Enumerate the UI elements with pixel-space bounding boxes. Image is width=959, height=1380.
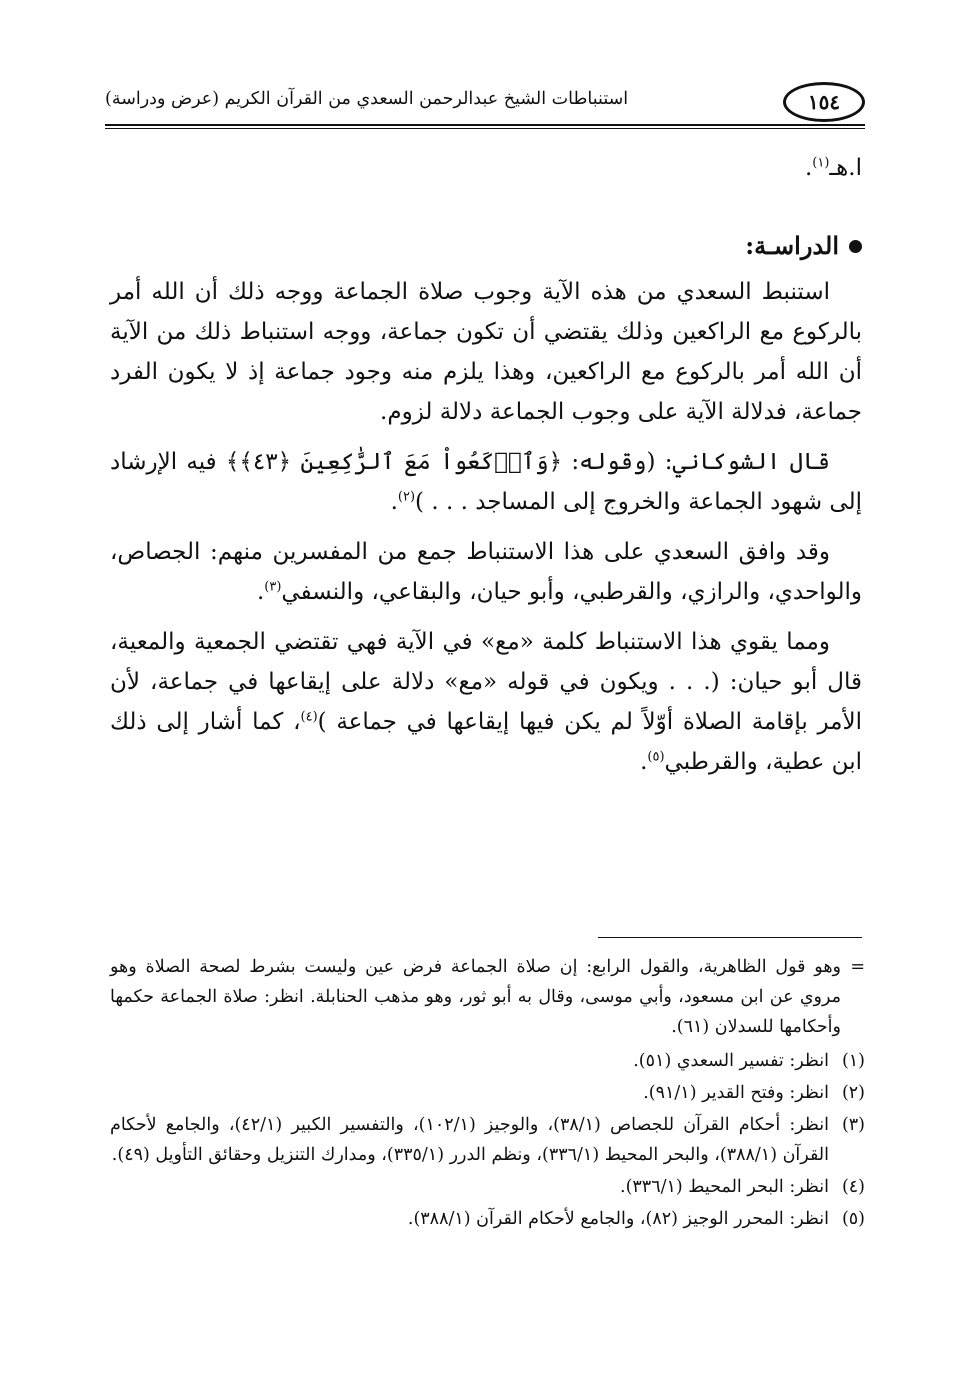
footnote-number: (٤) [841, 1177, 865, 1197]
continuation-marker: = [850, 957, 865, 977]
footnotes [110, 952, 865, 1236]
paragraph-2-text: قال الشوكاني: (وقوله: ﴿وَٱرۡكَعُواْ مَعَ ٱلرَّٰكِعِينَ ﴿٤٣﴾﴾ فيه الإرشاد إلى شهود الجماعة والخروج إلى المساجد . . . ) [110, 449, 862, 515]
intro-text: ا.هـ [829, 155, 862, 181]
footnote-text: انظر: أحكام القرآن للجصاص (٣٨/١)، والوجيز (١٠٢/١)، والتفسير الكبير (٤٢/١)، والجامع لأحكام القرآن (٣٨٨/١)، والبحر المحيط (٣٣٦/١)، ونظم الدرر (٣٣٥/١)، ومدارك التنزيل وحقائق التأويل (٤٩). [110, 1115, 829, 1165]
header-rule [105, 124, 865, 129]
intro-tail: . [804, 155, 813, 181]
paragraph-1: استنبط السعدي من هذه الآية وجوب صلاة الجماعة ووجه ذلك أن الله أمر بالركوع مع الراكعين وذلك يقتضي أن تكون جماعة، ووجه استنباط ذلك من الآية أن الله أمر بالركوع مع الراكعين، وهذا يلزم منه وجود جماعة إذ لا يكون الفرد جماعة، فدلالة الآية على وجوب الجماعة دلالة لزوم. [110, 279, 862, 425]
paragraph-4-text: ومما يقوي هذا الاستنباط كلمة «مع» في الآية فهي تقتضي الجمعية والمعية، قال أبو حيان: (. . . ويكون في قوله «مع» دلالة على إيقاعها في جماعة، لأن الأمر بإقامة الصلاة أوّلاً لم يكن فيها إيقاعها في جماعة ) [110, 629, 862, 735]
page-number-badge: ١٥٤ [783, 82, 865, 122]
paragraph-3-text: وقد وافق السعدي على هذا الاستنباط جمع من المفسرين منهم: الجصاص، والواحدي، والرازي، والقرطبي، وأبو حيان، والبقاعي، والنسفي [110, 539, 862, 605]
paragraph-4-tail: . [640, 749, 648, 775]
footnote-number: (٢) [841, 1083, 865, 1103]
footnote-text: انظر: البحر المحيط (٣٣٦/١). [620, 1177, 829, 1197]
footnote-text: انظر: وفتح القدير (٩١/١). [643, 1083, 829, 1103]
section-heading [110, 226, 862, 266]
intro-line [110, 148, 862, 188]
footnote-number: (١) [841, 1051, 865, 1071]
main-text [110, 148, 862, 792]
paragraph-3-tail: . [256, 579, 265, 605]
footnote-item [110, 1046, 865, 1076]
paragraph-4 [110, 622, 862, 782]
paragraph-3 [110, 532, 862, 612]
footnote-text: انظر: تفسير السعدي (٥١). [633, 1051, 829, 1071]
paragraph-4-mid: ، كما أشار إلى ذلك ابن عطية، والقرطبي [110, 709, 862, 775]
footnote-number: (٥) [841, 1209, 865, 1229]
running-title: استنباطات الشيخ عبدالرحمن السعدي من القرآن الكريم (عرض ودراسة) [105, 89, 629, 109]
footnote-separator [598, 937, 862, 938]
footnote-continuation [110, 952, 865, 1042]
bullet-icon [849, 240, 862, 253]
paragraph-2 [110, 442, 862, 522]
paragraph-2-tail: . [390, 489, 398, 515]
footnote-ref-1: (١) [812, 155, 830, 171]
footnote-ref-4: (٤) [300, 709, 318, 725]
footnote-ref-3: (٣) [264, 579, 282, 595]
footnote-item [110, 1110, 865, 1170]
footnote-item [110, 1078, 865, 1108]
section-heading-text: الدراسـة: [745, 231, 839, 260]
footnote-item [110, 1204, 865, 1234]
running-header [105, 78, 865, 128]
footnote-item [110, 1172, 865, 1202]
footnote-number: (٣) [841, 1115, 865, 1135]
footnote-ref-2: (٢) [397, 489, 416, 505]
footnote-ref-5: (٥) [647, 749, 665, 765]
footnote-text: انظر: المحرر الوجيز (٨٢)، والجامع لأحكام القرآن (٣٨٨/١). [407, 1209, 829, 1229]
continuation-text: وهو قول الظاهرية، والقول الرابع: إن صلاة الجماعة فرض عين وليست بشرط لصحة الصلاة وهو مروي عن ابن مسعود، وأبي موسى، وقال به أبو ثور، وهو مذهب الحنابلة. انظر: صلاة الجماعة حكمها وأحكامها للسدلان (٦١). [110, 957, 841, 1037]
